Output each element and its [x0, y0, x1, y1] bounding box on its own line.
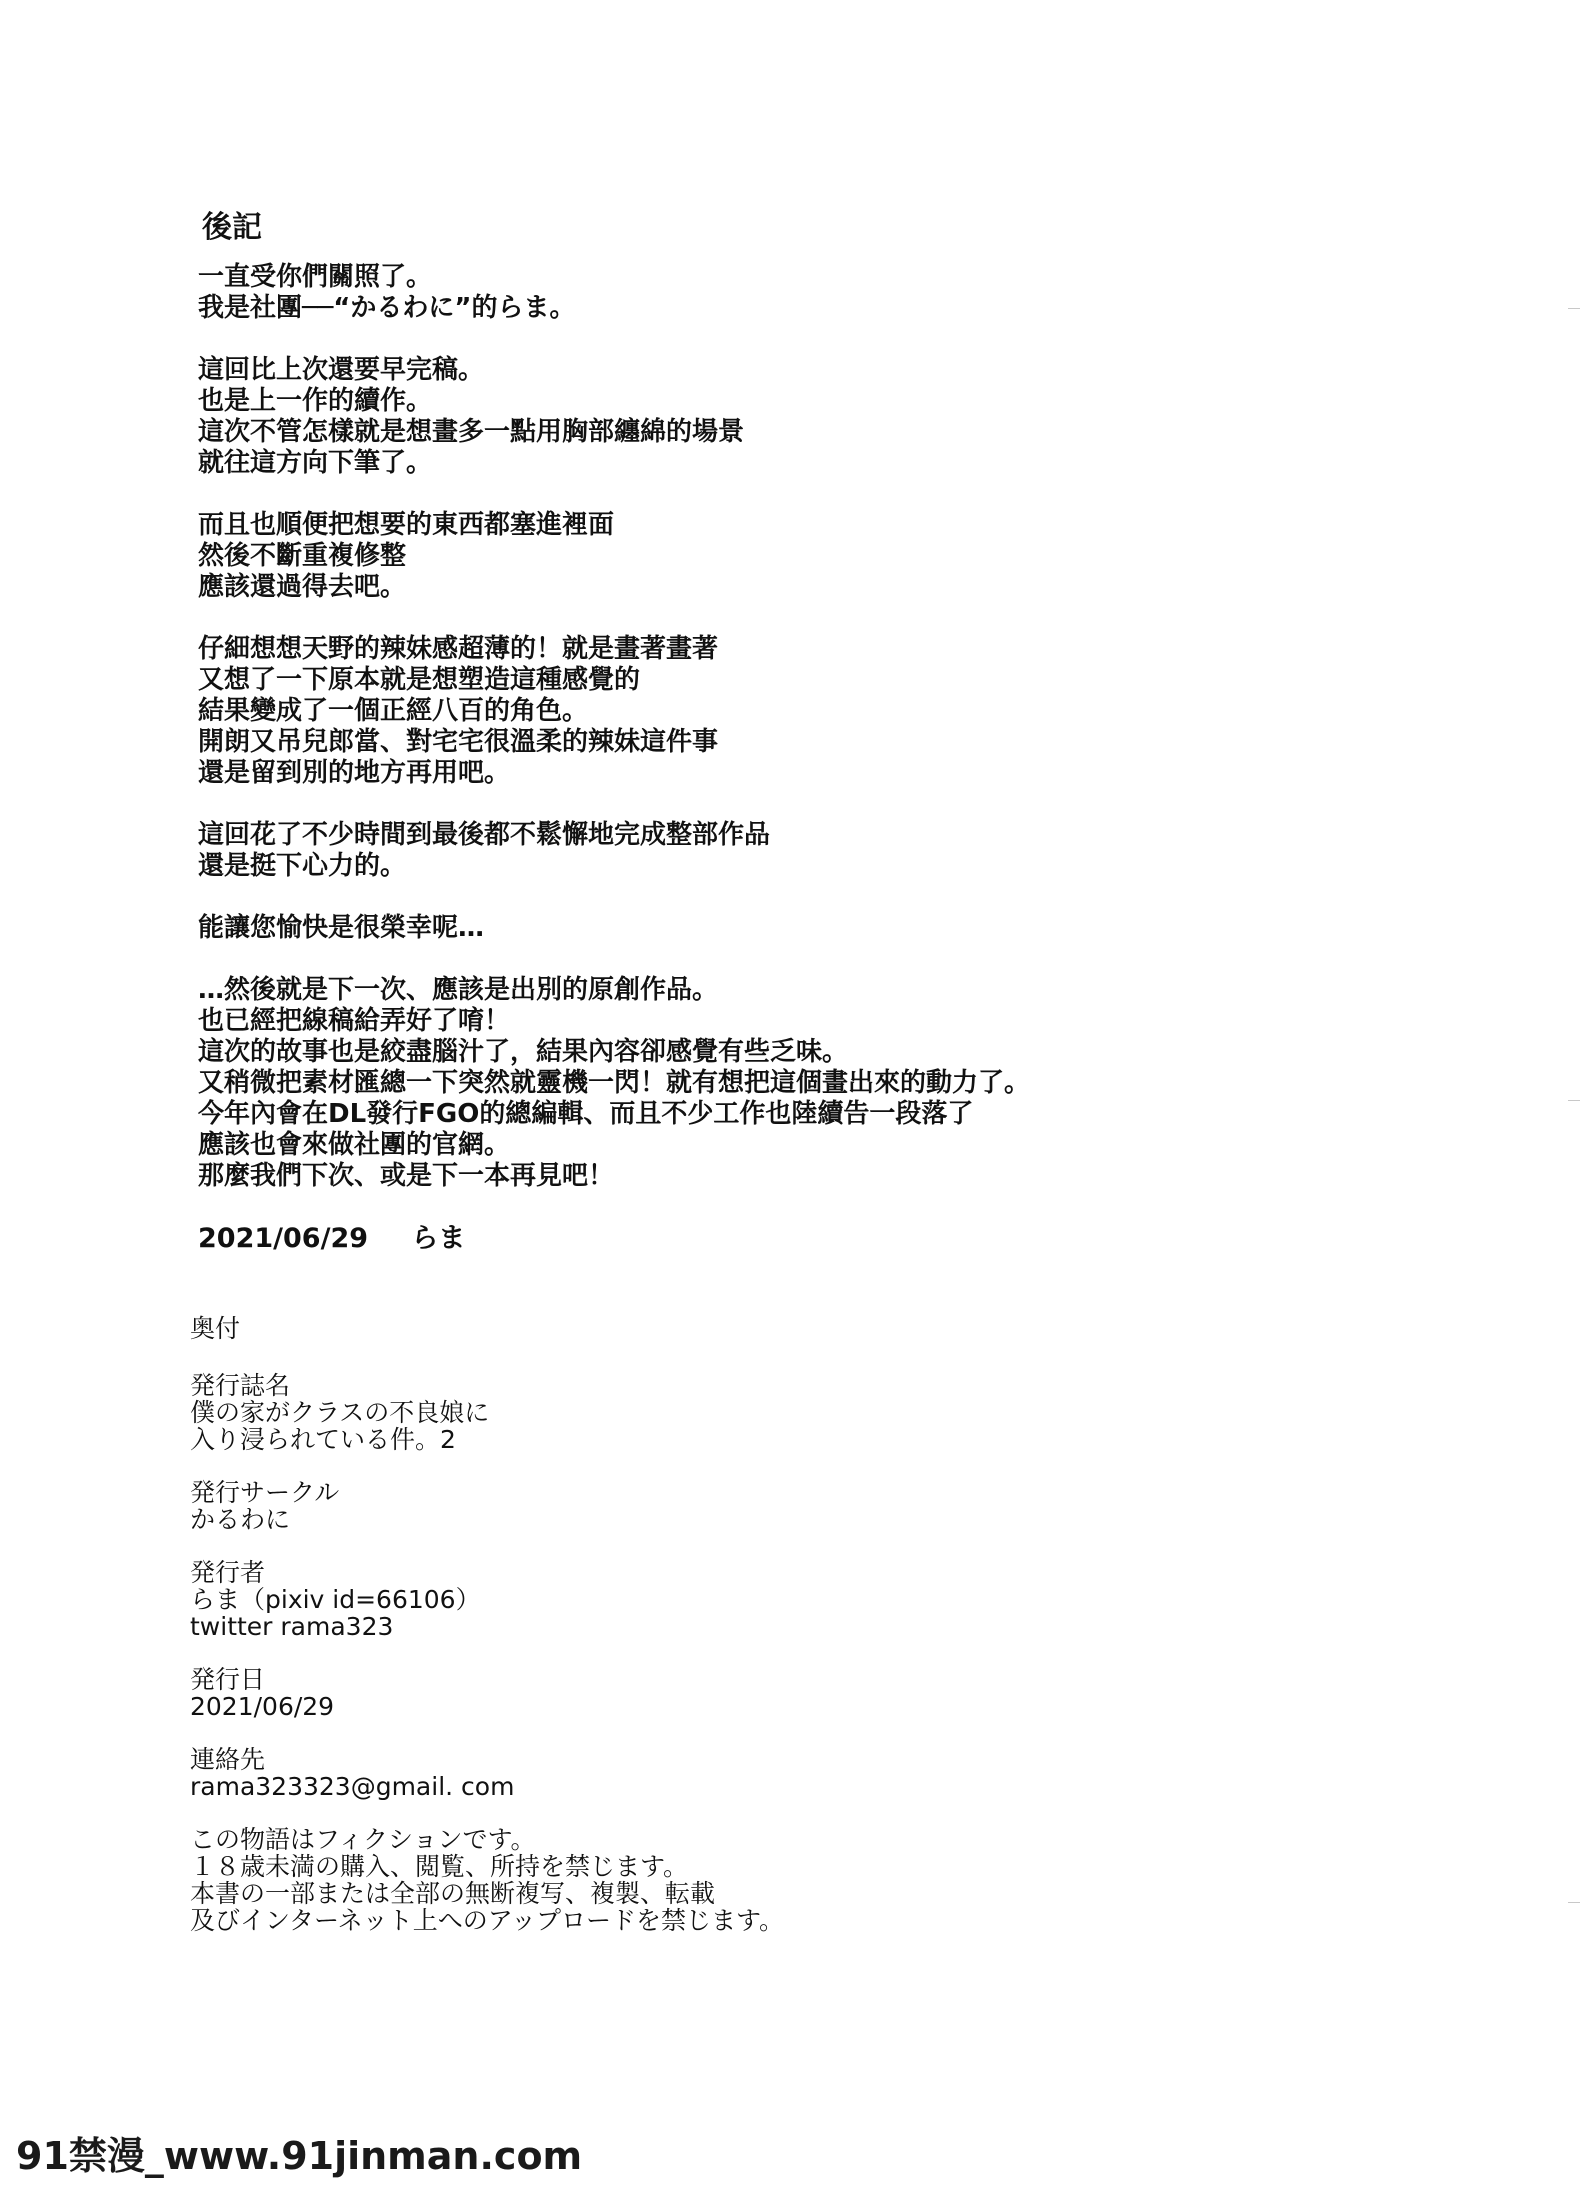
colophon-notice-block	[190, 1826, 1390, 1934]
crop-mark	[1568, 1902, 1580, 1903]
text-line: らま（pixiv id=66106）	[190, 1585, 481, 1614]
text-line: …然後就是下一次、應該是出別的原創作品。	[198, 975, 719, 1005]
text-line: 也已經把線稿給弄好了唷！	[198, 1006, 511, 1036]
afterword-paragraph	[198, 355, 1398, 479]
text-line: 就往這方向下筆了。	[198, 448, 433, 478]
text-line: rama323323@gmail. com	[190, 1772, 515, 1801]
text-line: 一直受你們關照了。	[198, 262, 433, 292]
text-line: 仔細想想天野的辣妹感超薄的！就是畫著畫著	[198, 634, 719, 664]
text-line: 還是留到別的地方再用吧。	[198, 758, 511, 788]
afterword-title: 後記	[202, 210, 262, 245]
afterword-paragraph	[198, 820, 1398, 882]
text-line: 應該還過得去吧。	[198, 572, 407, 602]
text-line: 又稍微把素材匯總一下突然就靈機一閃！就有想把這個畫出來的動力了。	[198, 1068, 1031, 1098]
text-line: 還是挺下心力的。	[198, 851, 407, 881]
crop-mark	[1568, 308, 1580, 309]
text-line: 発行誌名	[190, 1371, 291, 1400]
text-line: 2021/06/29	[190, 1692, 335, 1721]
text-line: 及びインターネット上へのアップロードを禁じます。	[190, 1906, 785, 1935]
colophon-publisher-block	[190, 1559, 1390, 1640]
text-line: 這回比上次還要早完稿。	[198, 355, 485, 385]
text-line: 這次的故事也是絞盡腦汁了，結果內容卻感覺有些乏味。	[198, 1037, 849, 1067]
text-line: 連絡先	[190, 1745, 266, 1774]
colophon-contact-block	[190, 1746, 1390, 1800]
afterword-paragraph	[198, 634, 1398, 789]
text-line: 今年內會在DL發行FGO的總編輯、而且不少工作也陸續告一段落了	[198, 1099, 974, 1129]
afterword-paragraph	[198, 510, 1398, 603]
text-line: 入り浸られている件。2	[190, 1425, 456, 1454]
colophon-section	[190, 1315, 1390, 1960]
text-line: 也是上一作的續作。	[198, 386, 433, 416]
signature-name: らま	[411, 1223, 466, 1254]
text-line: 発行者	[190, 1558, 266, 1587]
text-line: 本書の一部または全部の無断複写、複製、転載	[190, 1879, 716, 1908]
text-line: 開朗又吊兒郎當、對宅宅很溫柔的辣妹這件事	[198, 727, 719, 757]
text-line: 那麼我們下次、或是下一本再見吧！	[198, 1161, 615, 1191]
text-line: 能讓您愉快是很榮幸呢…	[198, 913, 485, 943]
text-line: twitter rama323	[190, 1612, 394, 1641]
signature-date: 2021/06/29	[198, 1223, 369, 1254]
text-line: 而且也順便把想要的東西都塞進裡面	[198, 510, 615, 540]
text-line: 這回花了不少時間到最後都不鬆懈地完成整部作品	[198, 820, 771, 850]
text-line: 然後不斷重複修整	[198, 541, 407, 571]
text-line: １８歳未満の購入、閲覧、所持を禁じます。	[190, 1852, 689, 1881]
afterword-paragraph	[198, 975, 1398, 1192]
afterword-section	[198, 208, 1398, 1254]
text-line: 発行日	[190, 1665, 266, 1694]
text-line: 僕の家がクラスの不良娘に	[190, 1398, 490, 1427]
crop-mark	[1568, 1100, 1580, 1101]
site-watermark: 91禁漫_www.91jinman.com	[16, 2134, 583, 2178]
colophon-date-block	[190, 1666, 1390, 1720]
text-line: 我是社團──“かるわに”的らま。	[198, 293, 576, 323]
afterword-paragraph	[198, 913, 1398, 944]
colophon-circle-block	[190, 1479, 1390, 1533]
afterword-signature	[198, 1223, 1398, 1254]
text-line: 這次不管怎樣就是想畫多一點用胸部纏綿的場景	[198, 417, 745, 447]
text-line: 結果變成了一個正經八百的角色。	[198, 696, 589, 726]
text-line: この物語はフィクションです。	[190, 1825, 536, 1854]
text-line: 又想了一下原本就是想塑造這種感覺的	[198, 665, 641, 695]
text-line: かるわに	[190, 1505, 291, 1534]
colophon-heading: 奥付	[190, 1314, 241, 1343]
text-line: 應該也會來做社團的官網。	[198, 1130, 511, 1160]
colophon-title-block	[190, 1372, 1390, 1453]
text-line: 発行サークル	[190, 1478, 340, 1507]
afterword-paragraph	[198, 262, 1398, 324]
